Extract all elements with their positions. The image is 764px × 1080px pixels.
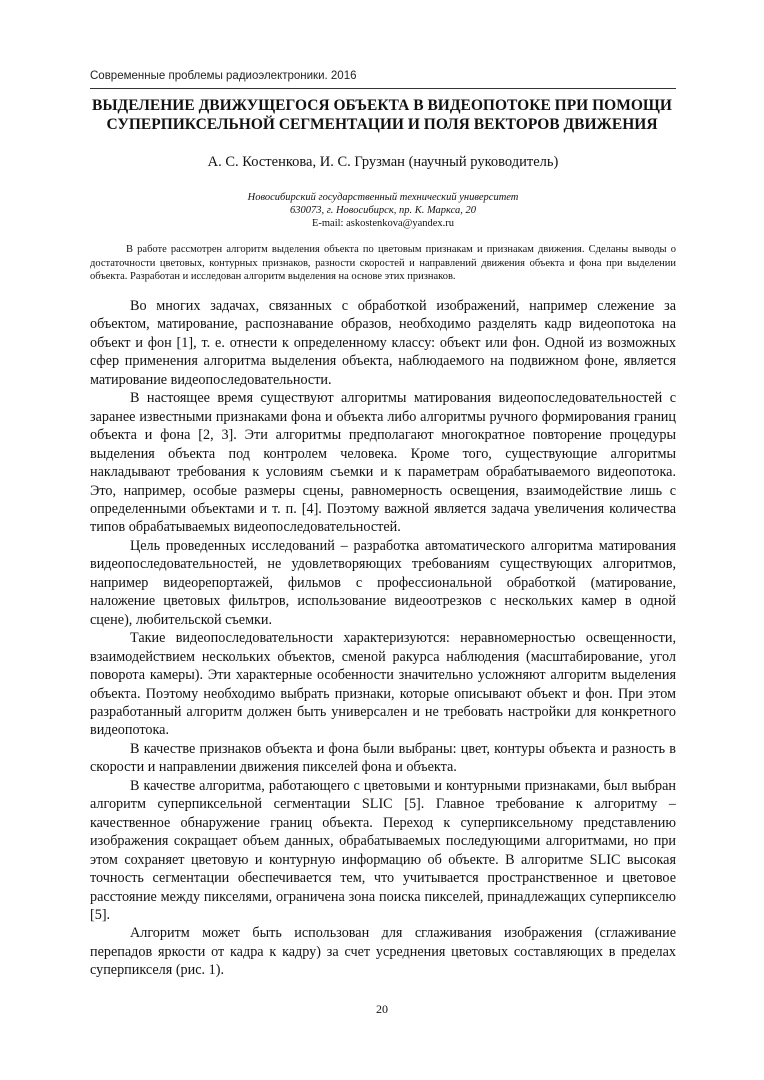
authors: А. С. Костенкова, И. С. Грузман (научный руководитель) [207,154,559,170]
body-text [90,297,676,980]
running-header: Современные проблемы радиоэлектроники. 2016 [90,70,357,82]
abstract: В работе рассмотрен алгоритм выделения объекта по цветовым признакам и признакам движения. Сделаны выводы о достаточности цветовых, контурных признаков, разности скоростей и направлений движения объекта и фона при выделении объекта. Разработан и исследован алгоритм выделения на основе этих признаков. [90,244,676,282]
paragraph: В качестве признаков объекта и фона были выбраны: цвет, контуры объекта и разность в скорости и направлении движения пикселей фона и объекта. [90,740,676,776]
paragraph: В настоящее время существуют алгоритмы матирования видеопоследовательностей с заранее известными признаками фона и объекта либо алгоритмы ручного формирования границ объекта и фона [2, 3]. Эти алгоритмы предполагают многократное повторение процедуры выделения объекта под контролем человека. Кроме того, существующие алгоритмы накладывают требования к условиям съемки и к параметрам обрабатываемого видеопотока. Это, например, особые размеры сцены, равномерность освещения, взаимодействие лишь с определенными объектами и т. п. [4]. Поэтому важной является задача увеличения количества типов обрабатываемых видеопоследовательностей. [90,390,676,536]
paragraph: Алгоритм может быть использован для сглаживания изображения (сглаживание перепадов яркости от кадра к кадру) за счет усреднения цветовых составляющих в пределах суперпикселя (рис. 1). [90,925,676,979]
paragraph: Цель проведенных исследований – разработка автоматического алгоритма матирования видеопоследовательностей, не удовлетворяющих требованиям существующих алгоритмов, например видеорепортажей, фильмов с профессиональной обработкой (матирование, наложение цветовых фильтров, использование видеоотрезков с нескольких камер в одной сцене), любительской съемки. [90,537,676,628]
header-rule [90,88,676,89]
title-line-1: ВЫДЕЛЕНИЕ ДВИЖУЩЕГОСЯ ОБЪЕКТА В ВИДЕОПОТОКЕ ПРИ ПОМОЩИ [92,97,672,114]
paragraph: В качестве алгоритма, работающего с цветовыми и контурными признаками, был выбран алгоритм суперпиксельной сегментации SLIC [5]. Главное требование к алгоритму – качественное обнаружение границ объекта. Переход к суперпиксельному представлению изображения сокращает объем данных, обрабатываемых последующими алгоритмами, но при этом сохраняет цветовую и контурную информацию об объекте. В алгоритме SLIC высокая точность сегментации обеспечивается тем, что учитывается пространственное и цветовое расстояние между пикселями, ограничена зона поиска пикселей, принадлежащих суперпикселю [5]. [90,777,676,923]
paragraph: Во многих задачах, связанных с обработкой изображений, например слежение за объектом, матирование, распознавание образов, необходимо разделять кадр видеопотока на объект и фон [1], т. е. отнести к определенному классу: объект или фон. Одной из возможных сфер применения алгоритма выделения объекта, наблюдаемого на подвижном фоне, является матирование видеопоследовательности. [90,298,676,388]
title-line-2: СУПЕРПИКСЕЛЬНОЙ СЕГМЕНТАЦИИ И ПОЛЯ ВЕКТОРОВ ДВИЖЕНИЯ [106,116,658,133]
page-number: 20 [376,1002,388,1016]
affiliation-email: E-mail: askostenkova@yandex.ru [311,218,455,229]
affiliation-university: Новосибирский государственный технический университет [247,192,519,203]
paper-title [70,96,694,134]
paragraph: Такие видеопоследовательности характеризуются: неравномерностью освещенности, взаимодействием нескольких объектов, сменой ракурса наблюдения (масштабирование, угол поворота камеры). Эти характерные особенности значительно усложняют алгоритм выделения объекта. Поэтому необходимо выбрать признаки, которые описывают объект и фон. При этом разработанный алгоритм должен быть универсален и не требовать настройки для конкретного видеопотока. [90,630,676,739]
affiliation-address: 630073, г. Новосибирск, пр. К. Маркса, 20 [290,205,476,216]
affiliation [90,191,676,230]
